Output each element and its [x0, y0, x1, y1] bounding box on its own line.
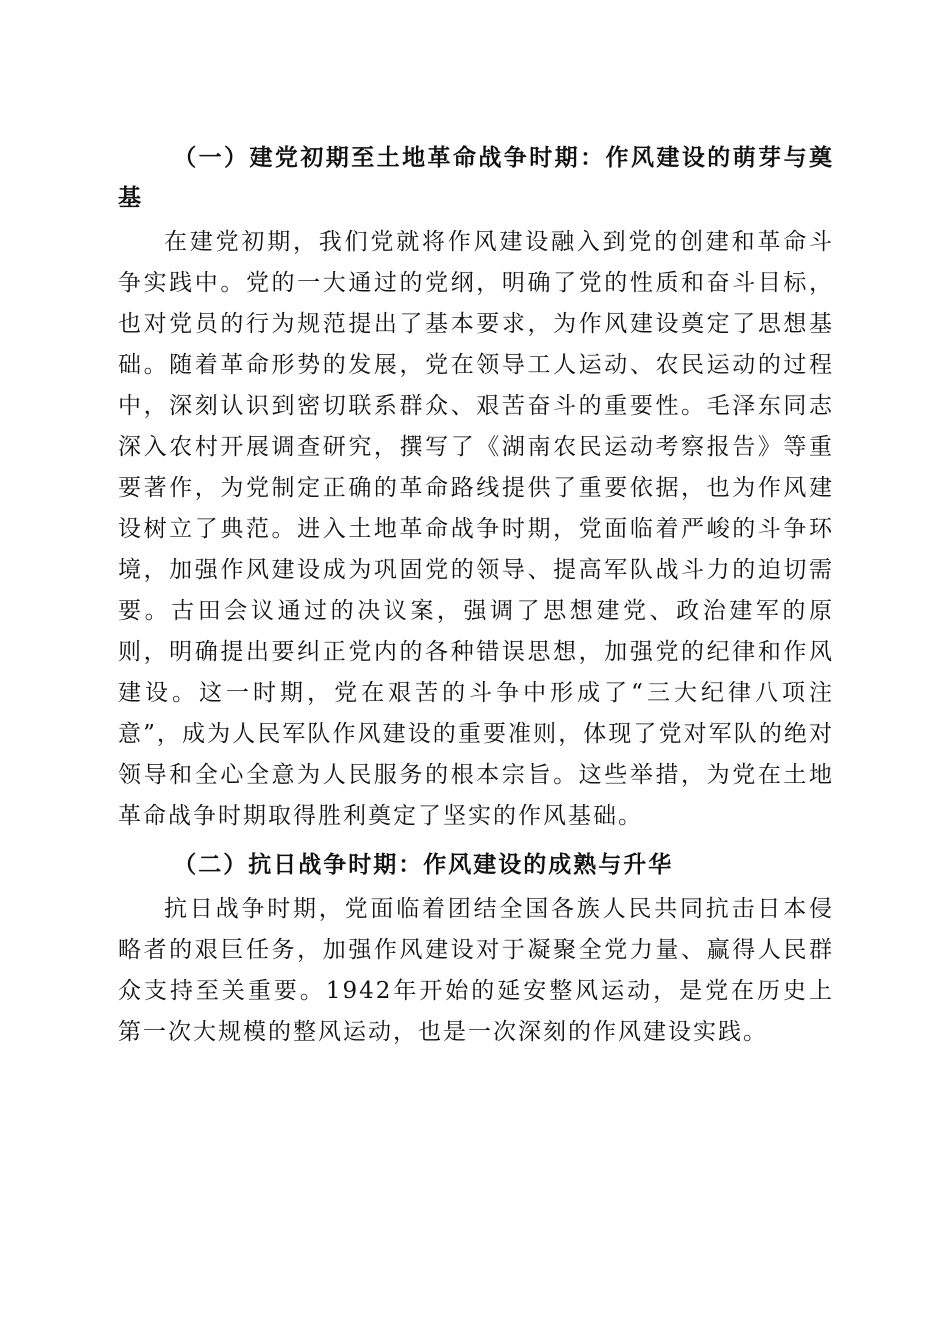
section-heading-2: （二）抗日战争时期：作风建设的成熟与升华 [173, 851, 674, 878]
document-body [118, 138, 834, 1057]
paragraph-1: 在建党初期，我们党就将作风建设融入到党的创建和革命斗争实践中。党的一大通过的党纲，明确了党的性质和奋斗目标，也对党员的行为规范提出了基本要求，为作风建设奠定了思想基础。随着革命形势的发展，党在领导工人运动、农民运动的过程中，深刻认识到密切联系群众、艰苦奋斗的重要性。毛泽东同志深入农村开展调查研究，撰写了《湖南农民运动考察报告》等重要著作，为党制定正确的革命路线提供了重要依据，也为作风建设树立了典范。进入土地革命战争时期，党面临着严峻的斗争环境，加强作风建设成为巩固党的领导、提高军队战斗力的迫切需要。古田会议通过的决议案，强调了思想建党、政治建军的原则，明确提出要纠正党内的各种错误思想，加强党的纪律和作风建设。这一时期，党在艰苦的斗争中形成了“三大纪律八项注意”，成为人民军队作风建设的重要准则，体现了党对军队的绝对领导和全心全意为人民服务的根本宗旨。这些举措，为党在土地革命战争时期取得胜利奠定了坚实的作风基础。 [118, 229, 834, 829]
paragraph-2: 抗日战争时期，党面临着团结全国各族人民共同抗击日本侵略者的艰巨任务，加强作风建设对于凝聚全党力量、赢得人民群众支持至关重要。1942年开始的延安整风运动，是党在历史上第一次大规模的整风运动，也是一次深刻的作风建设实践。 [118, 896, 834, 1045]
section-heading-1: （一）建党初期至土地革命战争时期：作风建设的萌芽与奠基 [118, 144, 834, 211]
